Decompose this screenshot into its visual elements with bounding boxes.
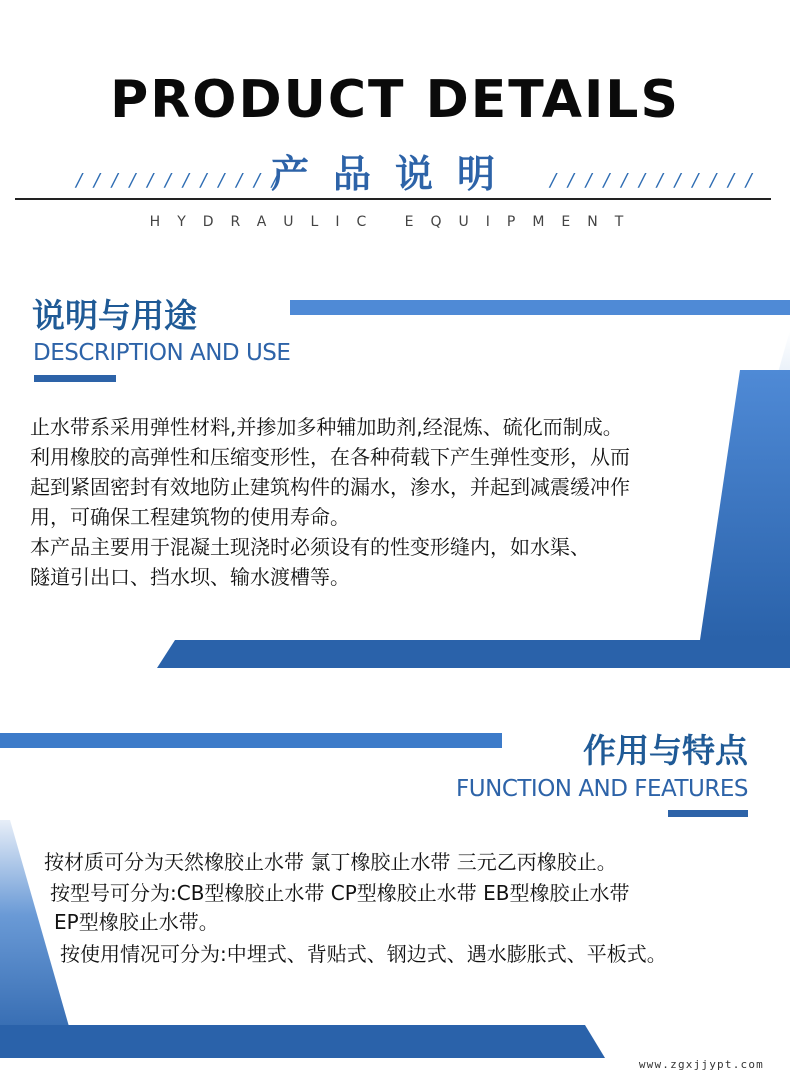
section2-line: 按型号可分为:CB型橡胶止水带 CP型橡胶止水带 EB型橡胶止水带 <box>50 881 630 905</box>
section2-line: EP型橡胶止水带。 <box>54 910 219 934</box>
section1-line: 止水带系采用弹性材料,并掺加多种辅加助剂,经混炼、硫化而制成。 <box>30 415 623 439</box>
section2-line: 按使用情况可分为:中埋式、背贴式、钢边式、遇水膨胀式、平板式。 <box>60 942 667 966</box>
section1-line: 利用橡胶的高弹性和压缩变形性，在各种荷载下产生弹性变形，从而 <box>30 445 630 469</box>
page-title-cn: 产品说明 <box>270 152 519 196</box>
section2-bottom-band <box>0 1025 605 1058</box>
watermark-url: www.zgxjjypt.com <box>638 1058 764 1071</box>
header-divider <box>15 198 771 200</box>
page-subtitle-en: HYDRAULIC EQUIPMENT <box>149 214 641 230</box>
slash-decoration-right: / / / / / / / / / / / / <box>550 170 755 191</box>
section2-heading-en: FUNCTION AND FEATURES <box>456 776 748 802</box>
section1-top-band <box>290 300 790 315</box>
section2-heading-cn: 作用与特点 <box>583 731 748 770</box>
section1-bottom-band <box>157 640 790 668</box>
section1-heading-en: DESCRIPTION AND USE <box>33 340 291 366</box>
section2-underbar <box>668 810 748 817</box>
slash-decoration-left: / / / / / / / / / / / / <box>76 170 281 191</box>
section2-top-band <box>0 733 502 748</box>
section1-line: 隧道引出口、挡水坝、输水渡槽等。 <box>30 565 350 589</box>
section1-line: 用，可确保工程建筑物的使用寿命。 <box>30 505 350 529</box>
section1-body <box>30 412 770 592</box>
section1-line: 起到紧固密封有效地防止建筑构件的漏水，渗水，并起到减震缓冲作 <box>30 475 630 499</box>
section2-line: 按材质可分为天然橡胶止水带 氯丁橡胶止水带 三元乙丙橡胶止。 <box>44 850 617 874</box>
page-title-en: PRODUCT DETAILS <box>110 70 680 130</box>
section1-underbar <box>34 375 116 382</box>
section1-line: 本产品主要用于混凝土现浇时必须设有的性变形缝内，如水渠、 <box>30 535 590 559</box>
section1-heading-cn: 说明与用途 <box>32 296 197 335</box>
